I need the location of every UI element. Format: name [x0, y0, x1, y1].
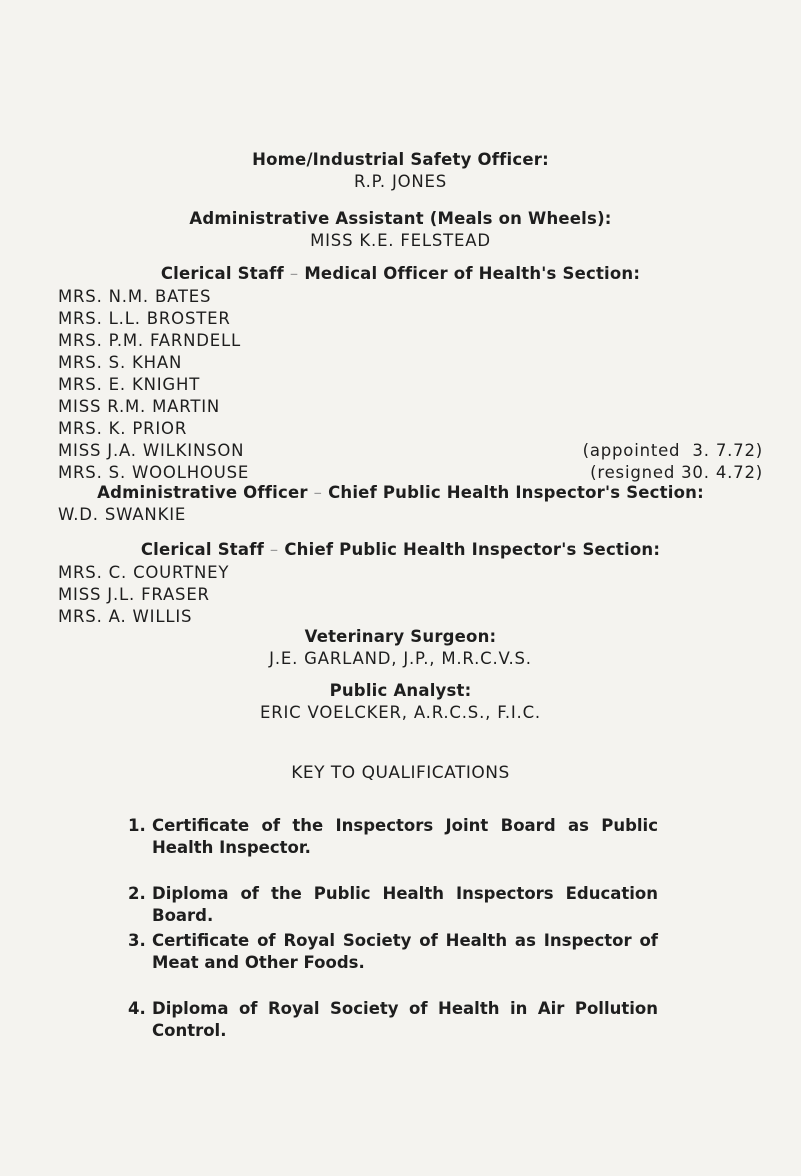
staff-row — [58, 396, 763, 418]
analyst-heading: Public Analyst: — [329, 681, 472, 700]
heading-dash: – — [269, 540, 279, 559]
clerical-cphi-list — [58, 562, 229, 628]
qualification-number: 3. — [128, 931, 146, 950]
staff-name: MRS. E. KNIGHT — [58, 375, 201, 394]
admin-assistant-heading: Administrative Assistant (Meals on Wheels): — [189, 209, 612, 228]
staff-name: MRS. S. KHAN — [58, 353, 183, 372]
clerical-cphi-heading-a: Clerical Staff — [140, 540, 264, 559]
clerical-moh-heading — [0, 264, 801, 283]
safety-officer-heading: Home/Industrial Safety Officer: — [252, 150, 549, 169]
staff-row — [58, 374, 763, 396]
qualification-text: Certificate of the Inspectors Joint Board as Public Health Inspector. — [152, 816, 658, 857]
vet-name: J.E. GARLAND, J.P., M.R.C.V.S. — [269, 649, 532, 668]
staff-name: MRS. L.L. BROSTER — [58, 309, 231, 328]
admin-officer-name: W.D. SWANKIE — [58, 505, 187, 524]
clerical-moh-heading-b: Medical Officer of Health's Section: — [304, 264, 641, 283]
clerical-moh-heading-a: Clerical Staff — [160, 264, 284, 283]
staff-row — [58, 440, 763, 462]
qualification-item — [128, 883, 658, 927]
qualification-item — [128, 998, 658, 1042]
clerical-moh-list — [58, 286, 763, 484]
staff-note: (resigned 30. 4.72) — [590, 463, 763, 482]
staff-name: MRS. S. WOOLHOUSE — [58, 463, 250, 482]
qualification-number: 4. — [128, 999, 146, 1018]
staff-note: (appointed 3. 7.72) — [582, 441, 763, 460]
staff-name: MRS. N.M. BATES — [58, 287, 212, 306]
qualification-text: Diploma of Royal Society of Health in Air Pollution Control. — [152, 999, 658, 1040]
staff-row — [58, 308, 763, 330]
staff-name: MISS R.M. MARTIN — [58, 397, 221, 416]
heading-dash: – — [289, 264, 299, 283]
staff-name: MRS. K. PRIOR — [58, 419, 188, 438]
qualification-number: 2. — [128, 884, 146, 903]
admin-officer-heading — [0, 483, 801, 502]
clerical-cphi-heading — [0, 540, 801, 559]
staff-name: MISS J.L. FRASER — [58, 585, 210, 604]
key-title: KEY TO QUALIFICATIONS — [291, 763, 510, 783]
qualification-text: Certificate of Royal Society of Health as Inspector of Meat and Other Foods. — [152, 931, 658, 972]
vet-heading: Veterinary Surgeon: — [304, 627, 497, 646]
qualification-number: 1. — [128, 816, 146, 835]
heading-dash: – — [313, 483, 323, 502]
analyst-name: ERIC VOELCKER, A.R.C.S., F.I.C. — [260, 703, 541, 722]
admin-assistant-name: MISS K.E. FELSTEAD — [310, 231, 491, 250]
staff-row — [58, 352, 763, 374]
qualification-item — [128, 815, 658, 859]
staff-name: MRS. C. COURTNEY — [58, 563, 230, 582]
staff-name: MRS. A. WILLIS — [58, 607, 193, 626]
staff-row — [58, 418, 763, 440]
staff-row — [58, 286, 763, 308]
qualification-item — [128, 930, 658, 974]
staff-row — [58, 462, 763, 484]
staff-row — [58, 330, 763, 352]
admin-officer-heading-b: Chief Public Health Inspector's Section: — [328, 483, 704, 502]
qualification-text: Diploma of the Public Health Inspectors Education Board. — [152, 884, 658, 925]
clerical-cphi-heading-b: Chief Public Health Inspector's Section: — [284, 540, 661, 559]
safety-officer-name: R.P. JONES — [353, 172, 448, 191]
staff-name: MISS J.A. WILKINSON — [58, 441, 245, 460]
staff-name: MRS. P.M. FARNDELL — [58, 331, 242, 350]
admin-officer-heading-a: Administrative Officer — [97, 483, 308, 502]
